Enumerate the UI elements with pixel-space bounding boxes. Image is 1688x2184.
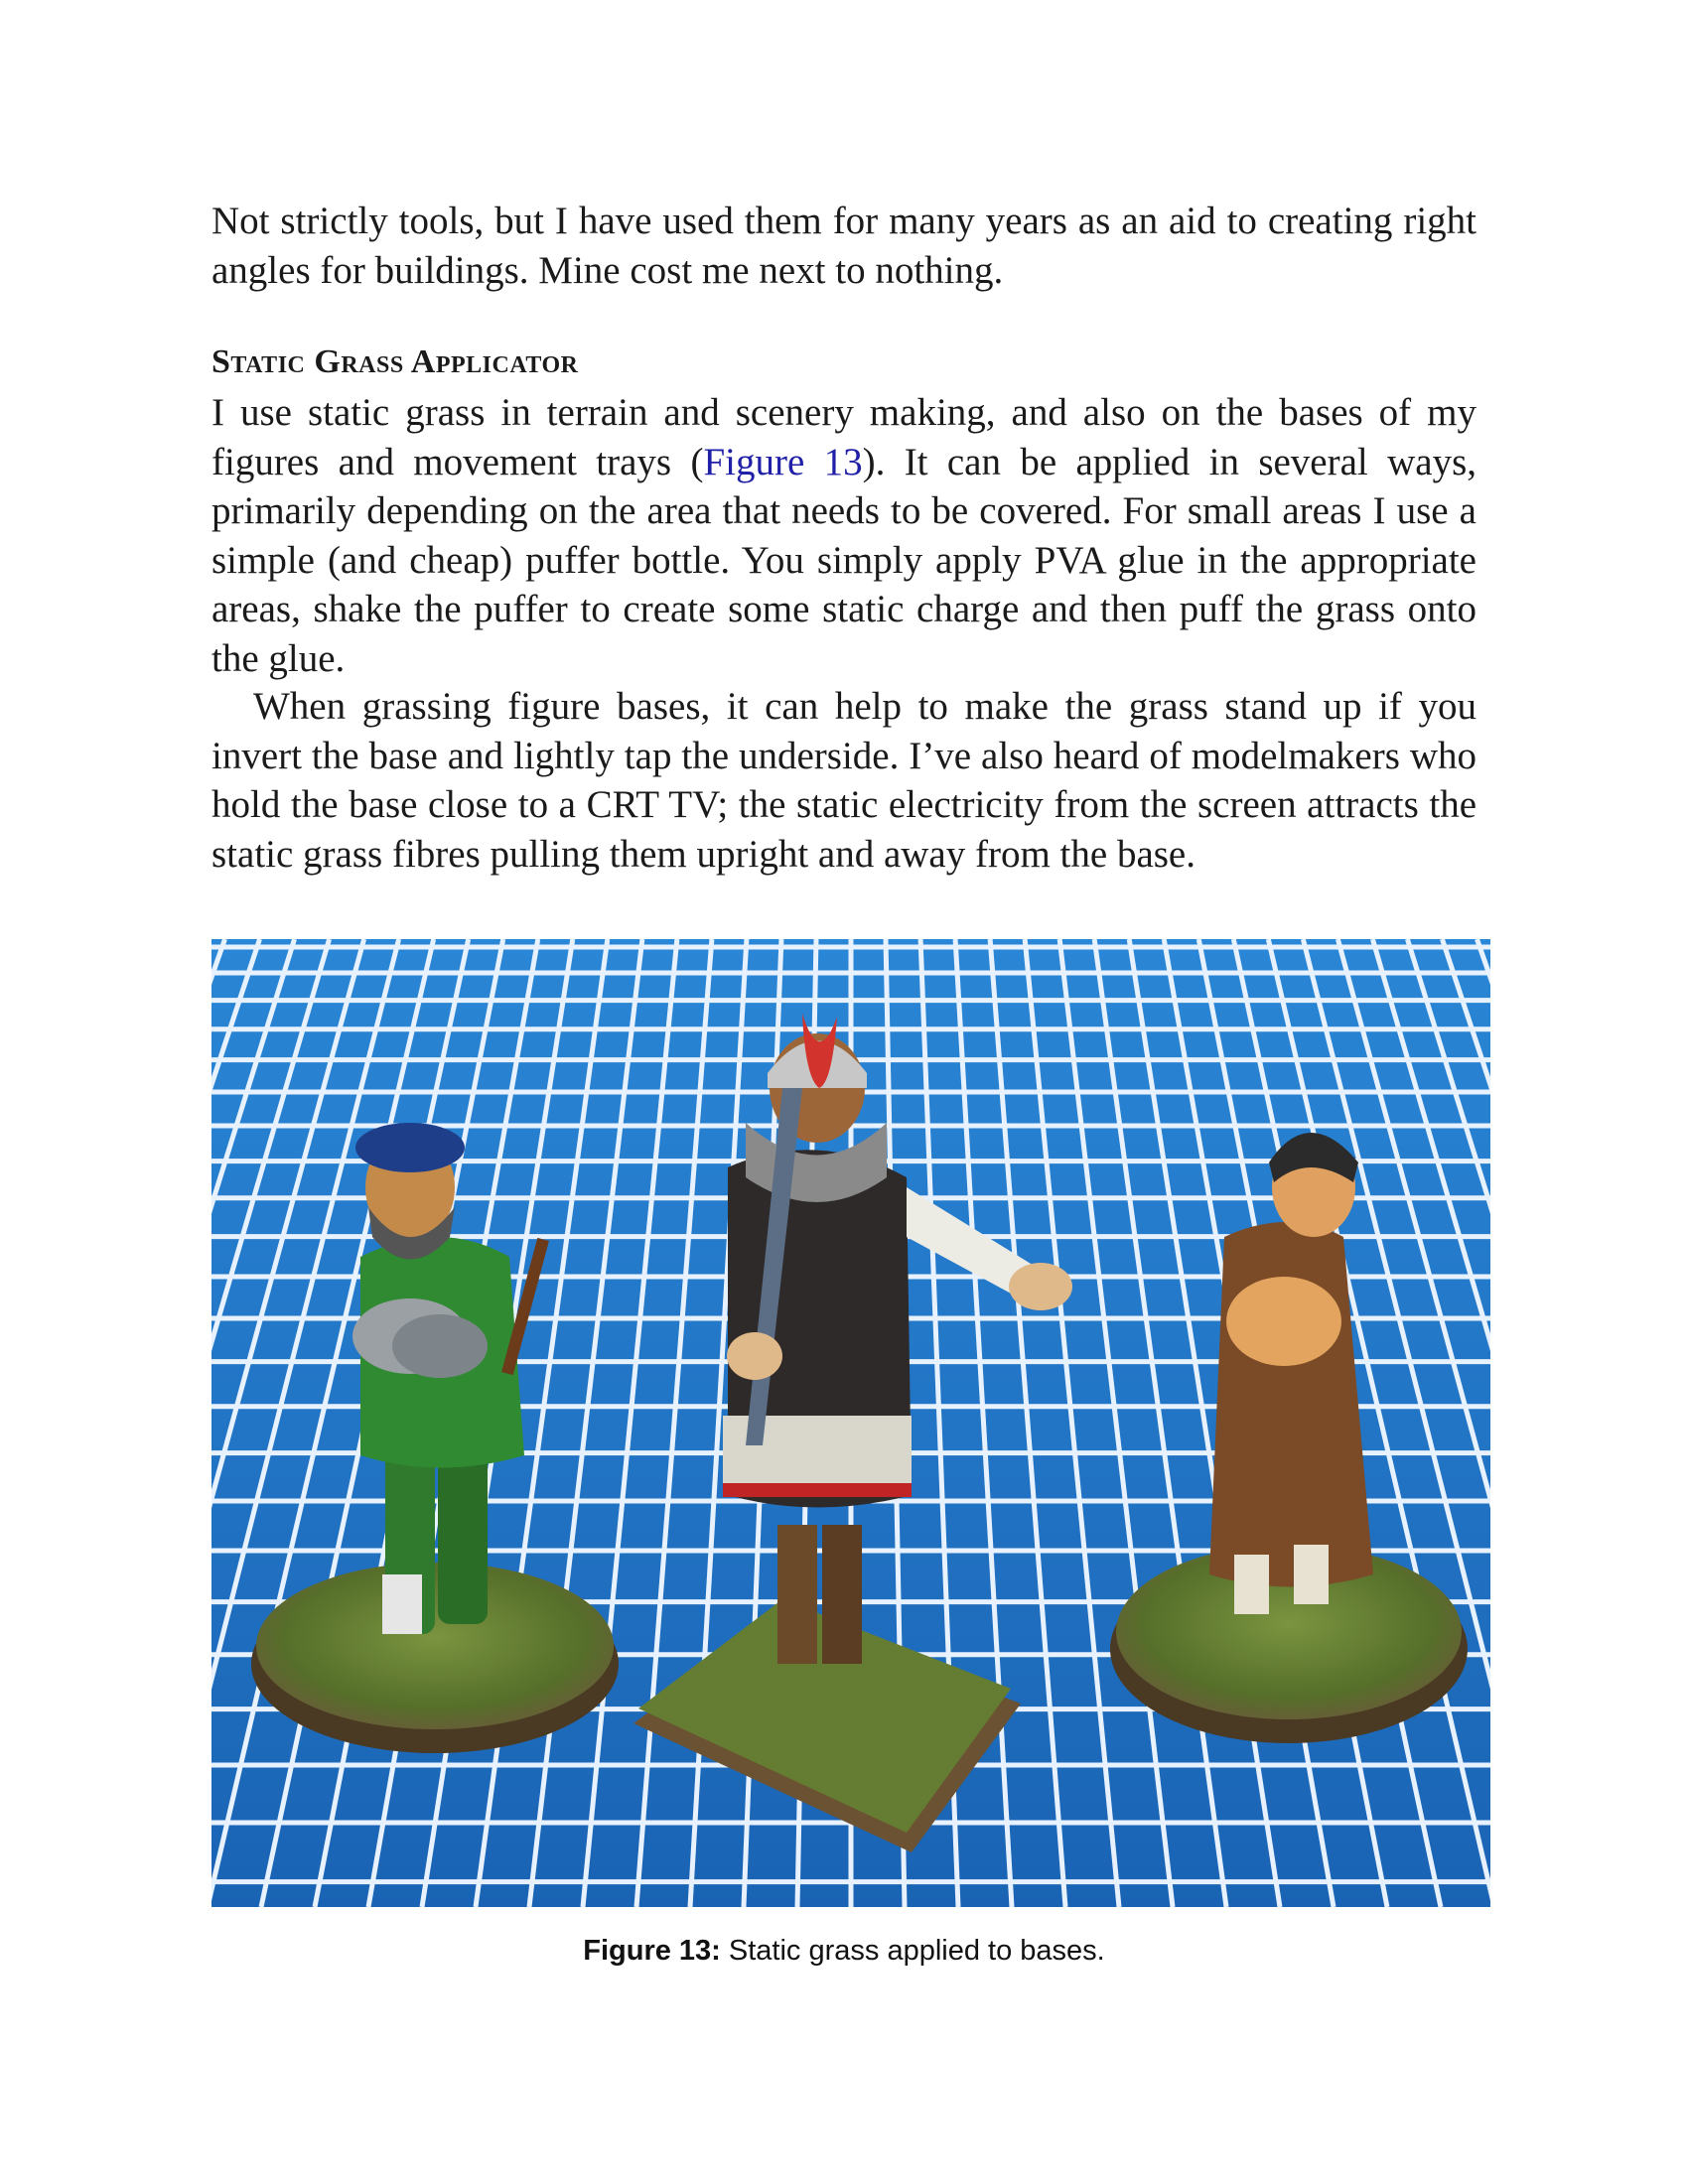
body-paragraph-1: Not strictly tools, but I have used them for many years as an aid to creating right angles for buildings. Mine cost me next to nothing. [211,200,1477,292]
paragraph-2-text-start: I use static grass in terrain and scenery making, and also on the bases of my figures and movement trays ( [211,391,1477,483]
figure-caption-label: Figure 13: [583,1935,721,1967]
figure-caption [0,1935,1688,1968]
figure-13-photo [211,939,1490,1907]
paragraph-2-text-end: ). It can be applied in several ways, primarily depending on the area that needs to be covered. For small areas I use a simple (and cheap) puffer bottle. You simply apply PVA glue in the appropriate areas, shake the puffer to create some static charge and then puff the grass onto the glue. [211,440,1477,680]
body-paragraph-3: When grassing figure bases, it can help to make the grass stand up if you invert the base and lightly tap the underside. I’ve also heard of modelmakers who hold the base close to a CRT TV; the static electricity from the screen attracts the static grass fibres pulling them upright and away from the base. [211,685,1477,876]
body-paragraph-2 [211,388,1477,683]
figure-13-link[interactable]: Figure 13 [703,440,863,483]
section-heading: Static Grass Applicator [211,343,579,380]
figure-caption-text: Static grass applied to bases. [720,1935,1105,1967]
